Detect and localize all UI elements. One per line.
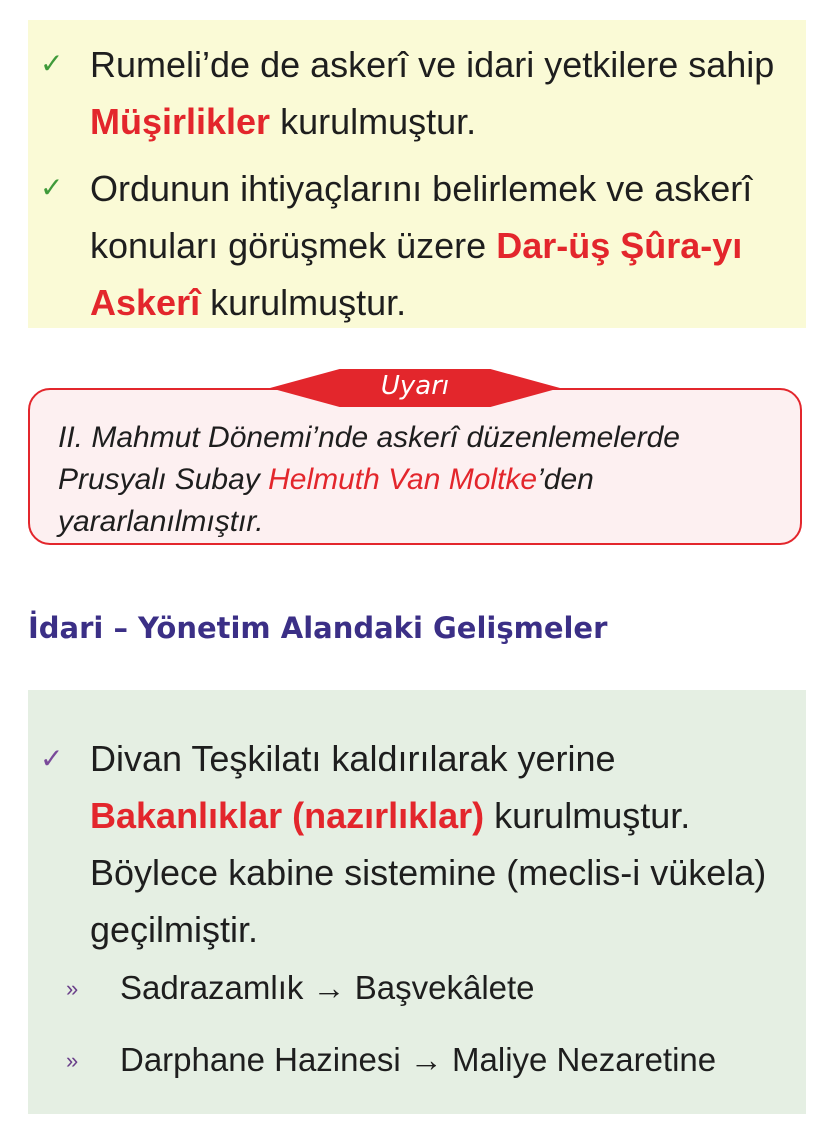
divan-item-text: Divan Teşkilatı kaldırılarak yerine Bakanlıklar (nazırlıklar) kurulmuştur. Böylece kabine sistemine (meclis-i vükela) geçilmiştir. <box>90 738 767 950</box>
moltke-highlight: Helmuth Van Moltke <box>268 463 538 496</box>
checkmark-icon: ✓ <box>40 172 64 203</box>
checkmark-icon: ✓ <box>40 48 64 79</box>
dar-us-sura-highlight: Dar-üş Şûra-yı Askerî <box>90 225 743 323</box>
subitem-darphane: Darphane Hazinesi → Maliye Nezaretine <box>120 1041 717 1078</box>
bullet-icon: » <box>66 976 79 1001</box>
warning-label: Uyarı <box>380 371 450 401</box>
arrow-icon: → <box>312 969 346 1006</box>
bullet-icon: » <box>66 1048 79 1073</box>
section-heading: İdari – Yönetim Alandaki Gelişmeler <box>28 611 608 645</box>
warning-text: II. Mahmut Dönemi’nde askerî düzenlemelerde Prusyalı Subay Helmuth Van Moltke’den yararlanılmıştır. <box>58 421 680 538</box>
ordu-item-text: Ordunun ihtiyaçlarını belirlemek ve askerî konuları görüşmek üzere Dar-üş Şûra-yı Askerî kurulmuştur. <box>90 168 753 323</box>
musirlikler-highlight: Müşirlikler <box>90 101 271 142</box>
rumeli-item-text: Rumeli’de de askerî ve idari yetkilere sahip Müşirlikler kurulmuştur. <box>90 44 775 142</box>
checkmark-icon: ✓ <box>40 743 64 774</box>
arrow-icon: → <box>409 1041 443 1078</box>
bakanliklar-highlight: Bakanlıklar (nazırlıklar) <box>90 795 485 836</box>
subitem-sadrazamlik: Sadrazamlık → Başvekâlete <box>120 969 535 1006</box>
